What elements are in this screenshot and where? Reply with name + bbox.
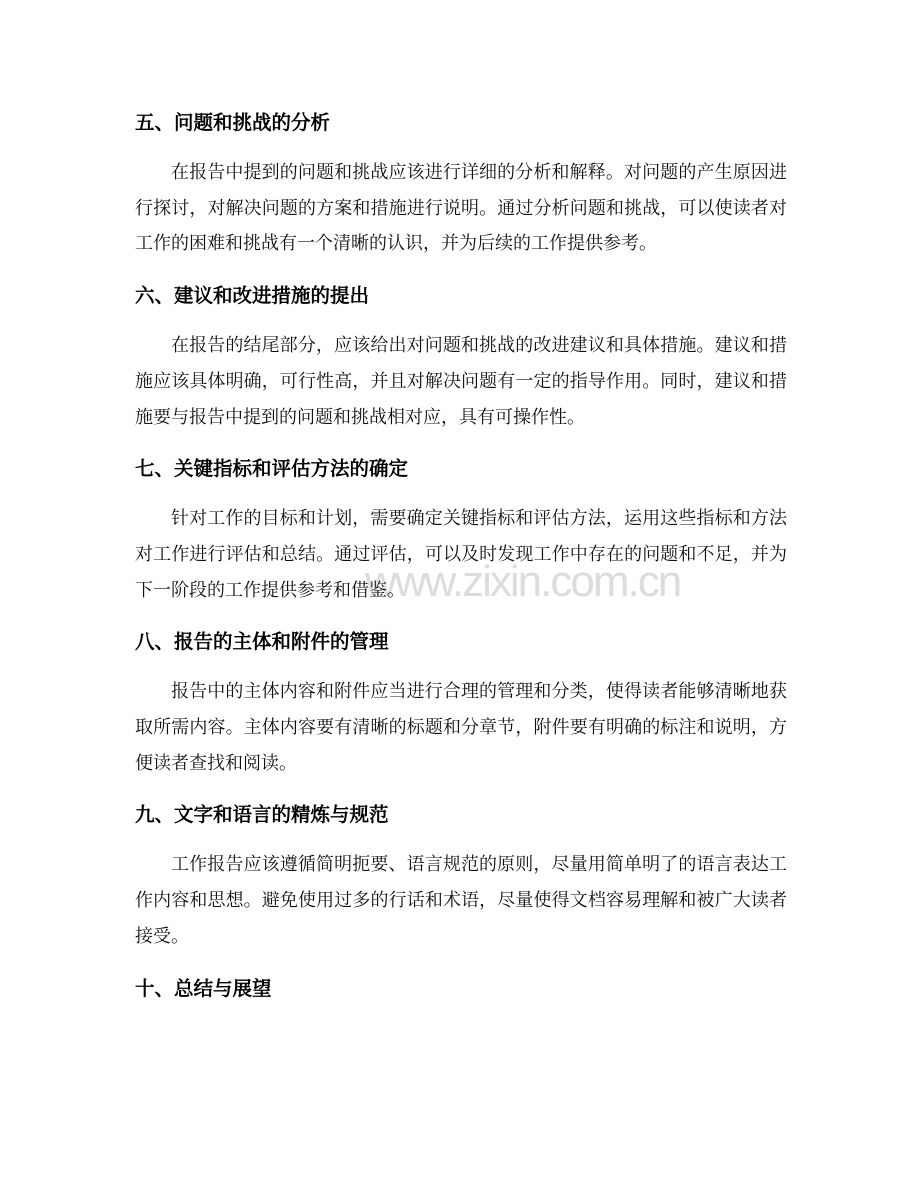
section-8 — [135, 624, 787, 781]
paragraph-line: 行探讨，对解决问题的方案和措施进行说明。通过分析问题和挑战，可以使读者对 — [135, 197, 787, 219]
paragraph-line: 下一阶段的工作提供参考和借鉴。 — [135, 579, 405, 601]
section-paragraph — [135, 847, 787, 954]
section-heading: 八、报告的主体和附件的管理 — [135, 630, 389, 654]
paragraph-line: 报告中的主体内容和附件应当进行合理的管理和分类，使得读者能够清晰地获 — [171, 681, 787, 703]
paragraph-line: 工作的困难和挑战有一个清晰的认识，并为后续的工作提供参考。 — [135, 233, 657, 255]
section-7 — [135, 451, 787, 608]
paragraph-line: 作内容和思想。避免使用过多的行话和术语，尽量使得文档容易理解和被广大读者 — [135, 890, 787, 912]
paragraph-line: 在报告中提到的问题和挑战应该进行详细的分析和解释。对问题的产生原因进 — [171, 162, 787, 183]
paragraph-line: 取所需内容。主体内容要有清晰的标题和分章节，附件要有明确的标注和说明，方 — [135, 717, 787, 739]
section-9 — [135, 797, 787, 954]
paragraph-line: 施应该具体明确，可行性高，并且对解决问题有一定的指导作用。同时，建议和措 — [135, 370, 787, 392]
section-paragraph — [135, 328, 787, 435]
paragraph-line: 便读者查找和阅读。 — [135, 752, 297, 774]
document-body — [135, 105, 787, 1021]
section-6 — [135, 278, 787, 435]
paragraph-line: 在报告的结尾部分，应该给出对问题和挑战的改进建议和具体措施。建议和措 — [171, 335, 787, 357]
paragraph-line: 对工作进行评估和总结。通过评估，可以及时发现工作中存在的问题和不足，并为 — [135, 543, 787, 565]
paragraph-line: 施要与报告中提到的问题和挑战相对应，具有可操作性。 — [135, 406, 585, 428]
section-paragraph — [135, 674, 787, 781]
section-heading: 十、总结与展望 — [135, 976, 272, 1000]
section-heading: 六、建议和改进措施的提出 — [135, 284, 370, 308]
watermark: www.zixin.com.cn — [365, 557, 681, 606]
paragraph-line: 接受。 — [135, 925, 189, 947]
section-heading: 七、关键指标和评估方法的确定 — [135, 457, 409, 481]
section-heading: 九、文字和语言的精炼与规范 — [135, 803, 389, 827]
paragraph-line: 针对工作的目标和计划，需要确定关键指标和评估方法，运用这些指标和方法 — [171, 508, 787, 530]
section-heading: 五、问题和挑战的分析 — [135, 111, 331, 134]
section-5 — [135, 105, 787, 262]
paragraph-line: 工作报告应该遵循简明扼要、语言规范的原则，尽量用简单明了的语言表达工 — [171, 854, 787, 876]
section-paragraph — [135, 155, 787, 262]
section-10 — [135, 971, 787, 1007]
section-paragraph — [135, 501, 787, 608]
